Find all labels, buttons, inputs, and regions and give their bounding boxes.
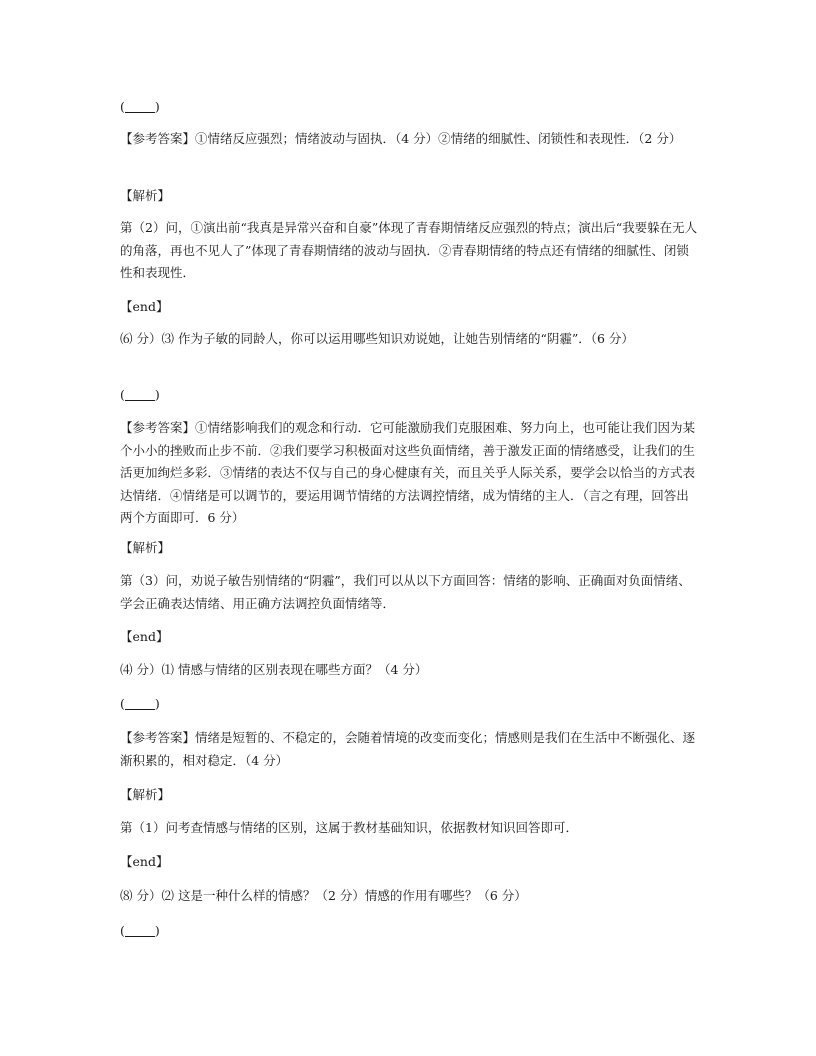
blank-line xyxy=(125,386,155,401)
question-text: ⑷ 分）⑴ 情感与情绪的区别表现在哪些方面？（4 分） xyxy=(120,662,428,677)
analysis-text: 第（3）问，劝说子敏告别情绪的“阴霾”，我们可以从以下方面回答：情绪的影响、正确面对负面情绪、学会正确表达情绪、用正确方法调控负面情绪等． xyxy=(120,573,691,611)
blank-line xyxy=(125,922,155,937)
question-text: ⑹ 分）⑶ 作为子敏的同龄人，你可以运用哪些知识劝说她，让她告别情绪的“阴霾”．（6 分） xyxy=(120,331,634,346)
analysis-label: 【解析】 xyxy=(120,540,171,555)
answer-blank: ( ) xyxy=(120,696,160,711)
end-label: 【end】 xyxy=(120,629,169,644)
answer-blank: ( ) xyxy=(120,99,160,114)
reference-answer: 【参考答案】①情绪影响我们的观念和行动．它可能激励我们克服困难、努力向上，也可能让我们因为某个小小的挫败而止步不前．②我们要学习积极面对这些负面情绪，善于激发正面的情绪感受，让我们的生活更加绚烂多彩．③情绪的表达不仅与自己的身心健康有关，而且关乎人际关系，要学会以恰当的方式表达情绪．④情绪是可以调节的，要运用调节情绪的方法调控情绪，成为情绪的主人．（言之有理，回答出两个方面即可．6 分） xyxy=(120,420,696,525)
blank-line xyxy=(125,98,155,113)
blank-line xyxy=(125,695,155,710)
end-label: 【end】 xyxy=(120,299,169,314)
answer-blank: ( ) xyxy=(120,923,160,938)
question-text: ⑻ 分）⑵ 这是一种什么样的情感？（2 分）情感的作用有哪些？（6 分） xyxy=(120,888,527,903)
reference-answer: 【参考答案】①情绪反应强烈；情绪波动与固执．（4 分）②情绪的细腻性、闭锁性和表现性．（2 分） xyxy=(120,131,682,146)
analysis-label: 【解析】 xyxy=(120,787,171,802)
analysis-text: 第（1）问考查情感与情绪的区别，这属于教材基础知识，依据教材知识回答即可． xyxy=(120,820,578,835)
analysis-text: 第（2）问，①演出前“我真是异常兴奋和自豪”体现了青春期情绪反应强烈的特点；演出后“我要躲在无人的角落，再也不见人了”体现了青春期情绪的波动与固执．②青春期情绪的特点还有情绪的细腻性、闭锁性和表现性． xyxy=(120,220,698,280)
analysis-label: 【解析】 xyxy=(120,188,171,203)
end-label: 【end】 xyxy=(120,854,169,869)
answer-blank: ( ) xyxy=(120,387,160,402)
reference-answer: 【参考答案】情绪是短暂的、不稳定的，会随着情境的改变而变化；情感则是我们在生活中不断强化、逐渐积累的，相对稳定．（4 分） xyxy=(120,730,696,768)
